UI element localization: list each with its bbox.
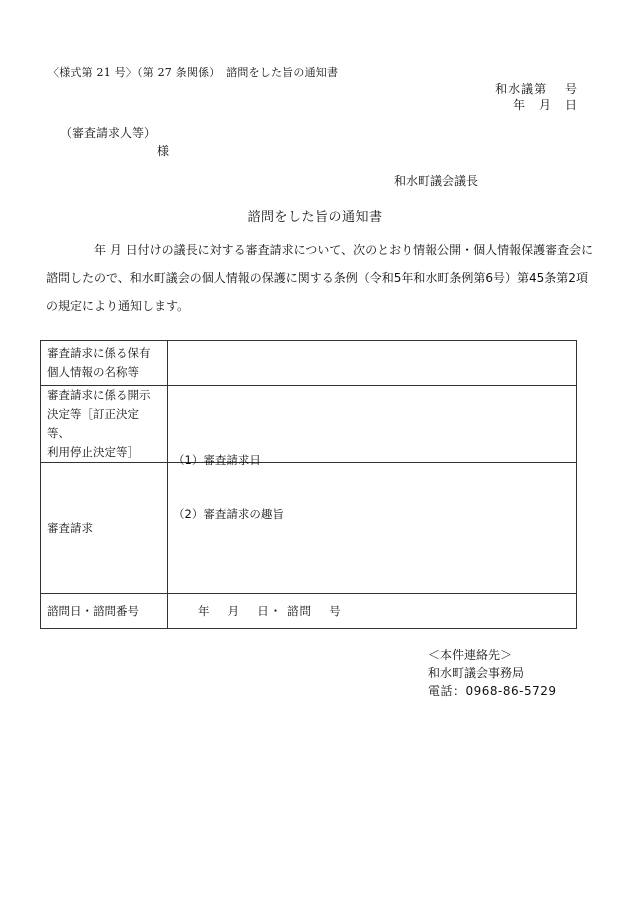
table-row [41,594,577,629]
contact-phone: 電話：0968-86-5729 [428,684,557,698]
review-request-label: 審査請求 [41,463,168,594]
table-row [41,386,577,463]
notice-body [46,236,594,320]
contact-heading: ＜本件連絡先＞ [428,648,513,662]
reference-number: 和水議第 号 [495,82,578,96]
contact-office: 和水町議会事務局 [428,666,525,680]
disclosure-decision-value [168,386,577,463]
review-request-purpose-item: （2）審査請求の趣旨 [173,507,284,521]
review-request-date-item: （1）審査請求日 [173,453,261,467]
issue-date: 年 月 日 [512,98,578,112]
held-info-name-value [168,341,577,386]
addressee-name: （審査請求人等） [60,126,157,140]
inquiry-date-number-label: 諮問日・諮問番号 [41,594,168,629]
addressee-honorific: 様 [157,144,170,158]
table-row [41,463,577,594]
inquiry-date-number-value: 年 月 日・ 諮問 号 [168,594,577,629]
review-request-value [168,463,577,594]
table-row [41,341,577,386]
notice-body-line: 諮問したので、和水町議会の個人情報の保護に関する条例（令和5年和水町条例第6号）第45条第2項 [46,271,588,285]
contact-block [428,646,557,700]
details-table [40,340,577,629]
form-number-label: 〈様式第 21 号〉（第 27 条関係） 諮問をした旨の通知書 [48,66,339,79]
held-info-name-label: 審査請求に係る保有 個人情報の名称等 [41,341,168,386]
notice-body-line: 年 月 日付けの議長に対する審査請求について、次のとおり情報公開・個人情報保護審査会に [94,243,594,257]
disclosure-decision-label: 審査請求に係る開示 決定等［訂正決定等、 利用停止決定等］ [41,386,168,463]
document-title: 諮問をした旨の通知書 [247,210,383,225]
notice-body-line: の規定により通知します。 [46,299,190,313]
sender-name: 和水町議会議長 [394,174,479,188]
